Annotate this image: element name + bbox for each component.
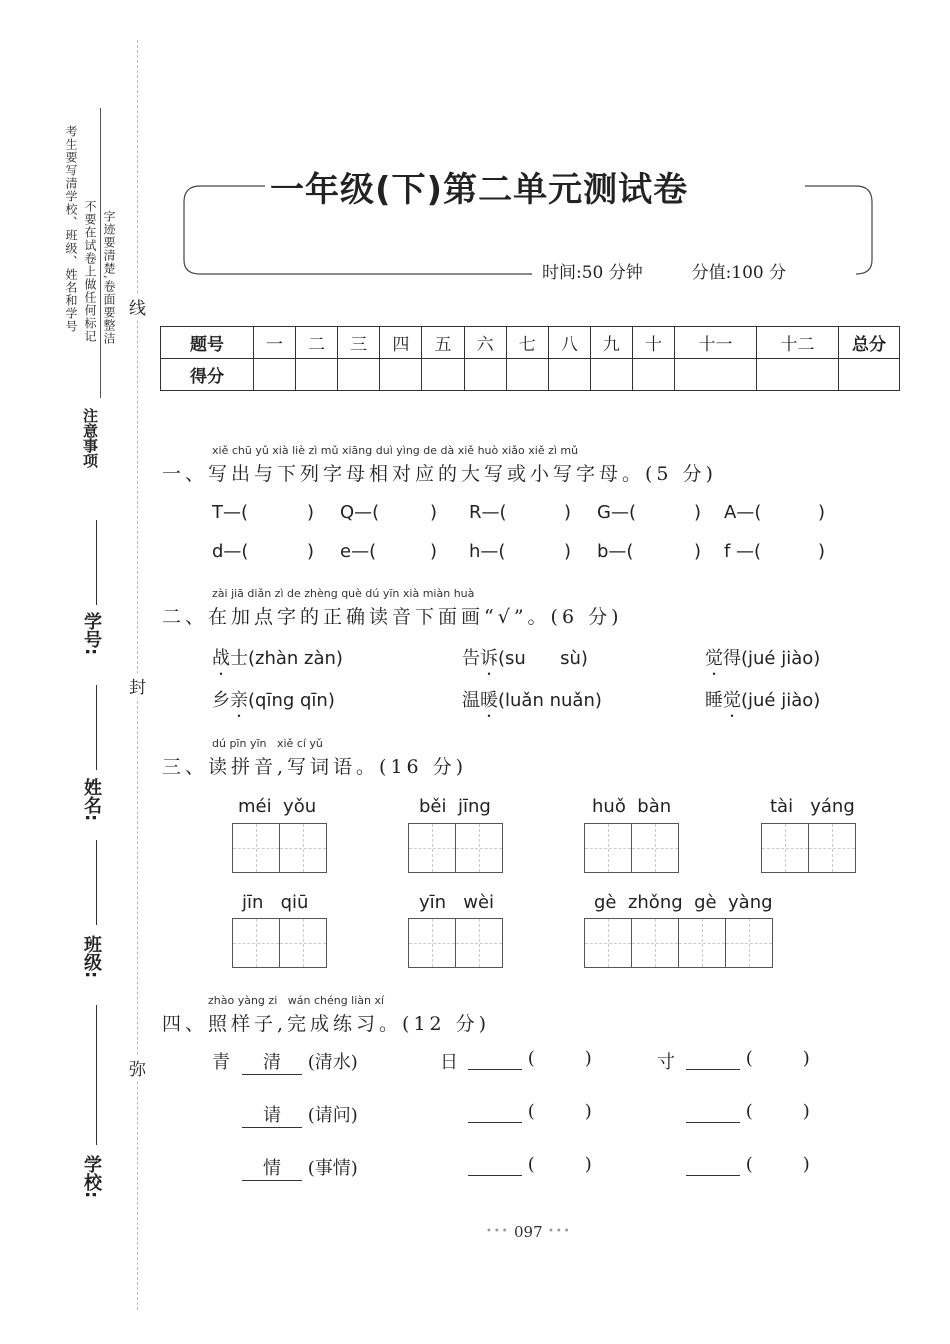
q3-title: 三、读拼音,写词语。(16 分) xyxy=(162,756,468,778)
q4-example-row-1 xyxy=(242,1048,358,1075)
note-1: 考生要写清学校、班级、姓名和学号 xyxy=(64,125,78,333)
q2-options[interactable]: (zhàn zàn) xyxy=(248,648,343,669)
q3-pinyin: dú pīn yīn xiě cí yǔ xyxy=(212,737,323,750)
dots-left-icon: ••• xyxy=(486,1226,510,1237)
table-cell: 八 xyxy=(548,327,590,359)
time-text: 时间:50 分钟 xyxy=(542,263,643,283)
class-blank[interactable] xyxy=(96,840,97,925)
pinyin-label: gè zhǒng gè yàng xyxy=(594,892,773,913)
exam-meta xyxy=(542,258,786,283)
q4-example-row-2 xyxy=(242,1101,358,1128)
notes-divider xyxy=(100,108,101,398)
q4-example-char: 清 xyxy=(242,1048,302,1075)
q4-base-char: 寸 xyxy=(657,1052,675,1073)
answer-blank[interactable] xyxy=(686,1048,740,1070)
table-cell: 十二 xyxy=(756,327,838,359)
paren: ( xyxy=(745,1101,753,1122)
q2-item xyxy=(705,686,820,712)
student-id-blank[interactable] xyxy=(96,520,97,605)
pinyin-label: tài yáng xyxy=(770,796,855,817)
answer-blank[interactable] xyxy=(468,1101,522,1123)
q4-example-word: (事情) xyxy=(307,1158,358,1179)
paren: ( xyxy=(527,1154,535,1175)
q4-answer-row xyxy=(468,1048,592,1070)
q1-blank[interactable]: ) xyxy=(818,541,826,562)
score-table xyxy=(160,326,900,391)
q1-title: 一、写出与下列字母相对应的大写或小写字母。(5 分) xyxy=(162,463,717,485)
char: 睡 xyxy=(705,690,723,711)
q1-item: T—( xyxy=(212,502,249,523)
char: 得 xyxy=(723,648,741,669)
score-table-score-row xyxy=(161,359,900,391)
school-label: 学校: xyxy=(81,1155,102,1199)
q4-example-word: (请问) xyxy=(307,1105,358,1126)
table-cell: 七 xyxy=(506,327,548,359)
school-blank[interactable] xyxy=(96,1005,97,1145)
q4-answer-row xyxy=(468,1101,592,1123)
answer-blank[interactable] xyxy=(686,1154,740,1176)
score-cell[interactable] xyxy=(254,359,296,391)
q1-item: G—( xyxy=(597,502,636,523)
q2-options[interactable]: (qīng qīn) xyxy=(248,690,335,711)
q1-blank[interactable]: ) xyxy=(307,541,315,562)
q4-pinyin: zhào yàng zi wán chéng liàn xí xyxy=(208,994,385,1007)
writing-grid[interactable] xyxy=(232,823,327,873)
table-cell: 十 xyxy=(632,327,674,359)
table-cell: 十一 xyxy=(675,327,757,359)
page-number: 097 xyxy=(514,1223,543,1241)
paren: ( xyxy=(527,1101,535,1122)
q1-pinyin: xiě chū yǔ xià liè zì mǔ xiāng duì yìng de dà xiě huò xiǎo xiě zì mǔ xyxy=(212,444,579,457)
dotted-char: 暖 xyxy=(480,690,498,711)
q2-item xyxy=(462,686,602,712)
note-2: 不要在试卷上做任何标记 xyxy=(83,200,97,343)
seal-close-mark: 弥 xyxy=(129,1055,146,1080)
dots-right-icon: ••• xyxy=(548,1226,572,1237)
score-cell[interactable] xyxy=(380,359,422,391)
q2-item xyxy=(212,686,335,712)
q1-blank[interactable]: ) xyxy=(818,502,826,523)
paren: ) xyxy=(802,1101,810,1122)
q1-item: f —( xyxy=(724,541,762,562)
q4-example-char: 情 xyxy=(242,1154,302,1181)
table-cell: 九 xyxy=(590,327,632,359)
q1-blank[interactable]: ) xyxy=(430,502,438,523)
writing-grid[interactable] xyxy=(584,918,773,968)
char: 乡 xyxy=(212,690,230,711)
paren: ) xyxy=(584,1101,592,1122)
table-cell: 二 xyxy=(296,327,338,359)
table-cell: 三 xyxy=(338,327,380,359)
q4-example-base: 青 xyxy=(212,1052,230,1073)
table-cell: 六 xyxy=(464,327,506,359)
paren: ) xyxy=(584,1154,592,1175)
score-cell[interactable] xyxy=(296,359,338,391)
table-cell: 五 xyxy=(422,327,464,359)
name-blank[interactable] xyxy=(96,685,97,770)
paren: ( xyxy=(527,1048,535,1069)
score-cell[interactable] xyxy=(839,359,900,391)
pinyin-label: huǒ bàn xyxy=(592,796,672,817)
score-cell[interactable] xyxy=(756,359,838,391)
q4-answer-row xyxy=(686,1048,810,1070)
dotted-char: 觉 xyxy=(705,648,723,669)
dotted-char: 觉 xyxy=(723,690,741,711)
q1-item: Q—( xyxy=(340,502,380,523)
dotted-char: 亲 xyxy=(230,690,248,711)
q2-item xyxy=(212,644,343,670)
paren: ) xyxy=(584,1048,592,1069)
q1-blank[interactable]: ) xyxy=(430,541,438,562)
q1-item: h—( xyxy=(469,541,506,562)
note-3: 字迹要清楚,卷面要整洁 xyxy=(102,210,116,345)
score-cell[interactable] xyxy=(632,359,674,391)
q2-item xyxy=(462,644,588,670)
score-cell[interactable] xyxy=(422,359,464,391)
q2-options[interactable]: (su sù) xyxy=(498,648,588,669)
notes-title: 注意事项 xyxy=(81,408,99,468)
q1-item: e—( xyxy=(340,541,377,562)
score-cell[interactable] xyxy=(675,359,757,391)
q1-item: b—( xyxy=(597,541,634,562)
writing-grid[interactable] xyxy=(408,823,503,873)
pinyin-label: méi yǒu xyxy=(238,796,317,817)
writing-grid[interactable] xyxy=(408,918,503,968)
q2-options[interactable]: (jué jiào) xyxy=(741,690,821,711)
answer-blank[interactable] xyxy=(686,1101,740,1123)
q4-answer-row xyxy=(686,1154,810,1176)
q1-blank[interactable]: ) xyxy=(694,541,702,562)
q4-title: 四、照样子,完成练习。(12 分) xyxy=(162,1013,491,1035)
q1-blank[interactable]: ) xyxy=(564,502,572,523)
q4-base-char: 日 xyxy=(440,1052,458,1073)
char: 告 xyxy=(462,648,480,669)
paren: ) xyxy=(802,1154,810,1175)
writing-grid[interactable] xyxy=(232,918,327,968)
q4-example-char: 请 xyxy=(242,1101,302,1128)
score-table-header-row xyxy=(161,327,900,359)
q2-options[interactable]: (jué jiào) xyxy=(741,648,821,669)
table-cell: 四 xyxy=(380,327,422,359)
q2-pinyin: zài jiā diǎn zì de zhèng què dú yīn xià miàn huà xyxy=(212,587,475,600)
q1-item: d—( xyxy=(212,541,249,562)
q1-blank[interactable]: ) xyxy=(564,541,572,562)
q1-blank[interactable]: ) xyxy=(694,502,702,523)
q1-blank[interactable]: ) xyxy=(307,502,315,523)
paren: ) xyxy=(802,1048,810,1069)
q2-options[interactable]: (luǎn nuǎn) xyxy=(498,690,602,711)
score-cell[interactable] xyxy=(464,359,506,391)
q4-answer-row xyxy=(686,1101,810,1123)
name-label: 姓名: xyxy=(81,778,102,822)
pinyin-label: běi jīng xyxy=(419,796,491,817)
score-text: 分值:100 分 xyxy=(691,263,787,283)
q2-item xyxy=(705,644,820,670)
writing-grid[interactable] xyxy=(584,823,679,873)
paren: ( xyxy=(745,1048,753,1069)
score-cell[interactable] xyxy=(548,359,590,391)
table-cell: 总分 xyxy=(839,327,900,359)
answer-blank[interactable] xyxy=(468,1048,522,1070)
pinyin-label: yīn wèi xyxy=(419,892,495,913)
paren: ( xyxy=(745,1154,753,1175)
writing-grid[interactable] xyxy=(761,823,856,873)
table-cell: 题号 xyxy=(161,327,254,359)
table-cell: 得分 xyxy=(161,359,254,391)
seal-line-mark: 线 xyxy=(129,294,146,319)
answer-blank[interactable] xyxy=(468,1154,522,1176)
q4-example-row-3 xyxy=(242,1154,358,1181)
char: 士 xyxy=(230,648,248,669)
q1-item: R—( xyxy=(469,502,507,523)
q1-item: A—( xyxy=(724,502,762,523)
table-cell: 一 xyxy=(254,327,296,359)
page-title: 一年级(下)第二单元测试卷 xyxy=(270,170,689,210)
class-label: 班级: xyxy=(81,935,102,979)
q2-title: 二、在加点字的正确读音下面画“√”。(6 分) xyxy=(162,606,623,628)
q4-answer-row xyxy=(468,1154,592,1176)
q4-example-word: (清水) xyxy=(307,1052,358,1073)
seal-seal-mark: 封 xyxy=(129,673,146,698)
score-cell[interactable] xyxy=(506,359,548,391)
pinyin-label: jīn qiū xyxy=(242,892,309,913)
score-cell[interactable] xyxy=(590,359,632,391)
dotted-char: 战 xyxy=(212,648,230,669)
student-id-label: 学号: xyxy=(81,612,102,656)
score-cell[interactable] xyxy=(338,359,380,391)
char: 温 xyxy=(462,690,480,711)
dotted-char: 诉 xyxy=(480,648,498,669)
